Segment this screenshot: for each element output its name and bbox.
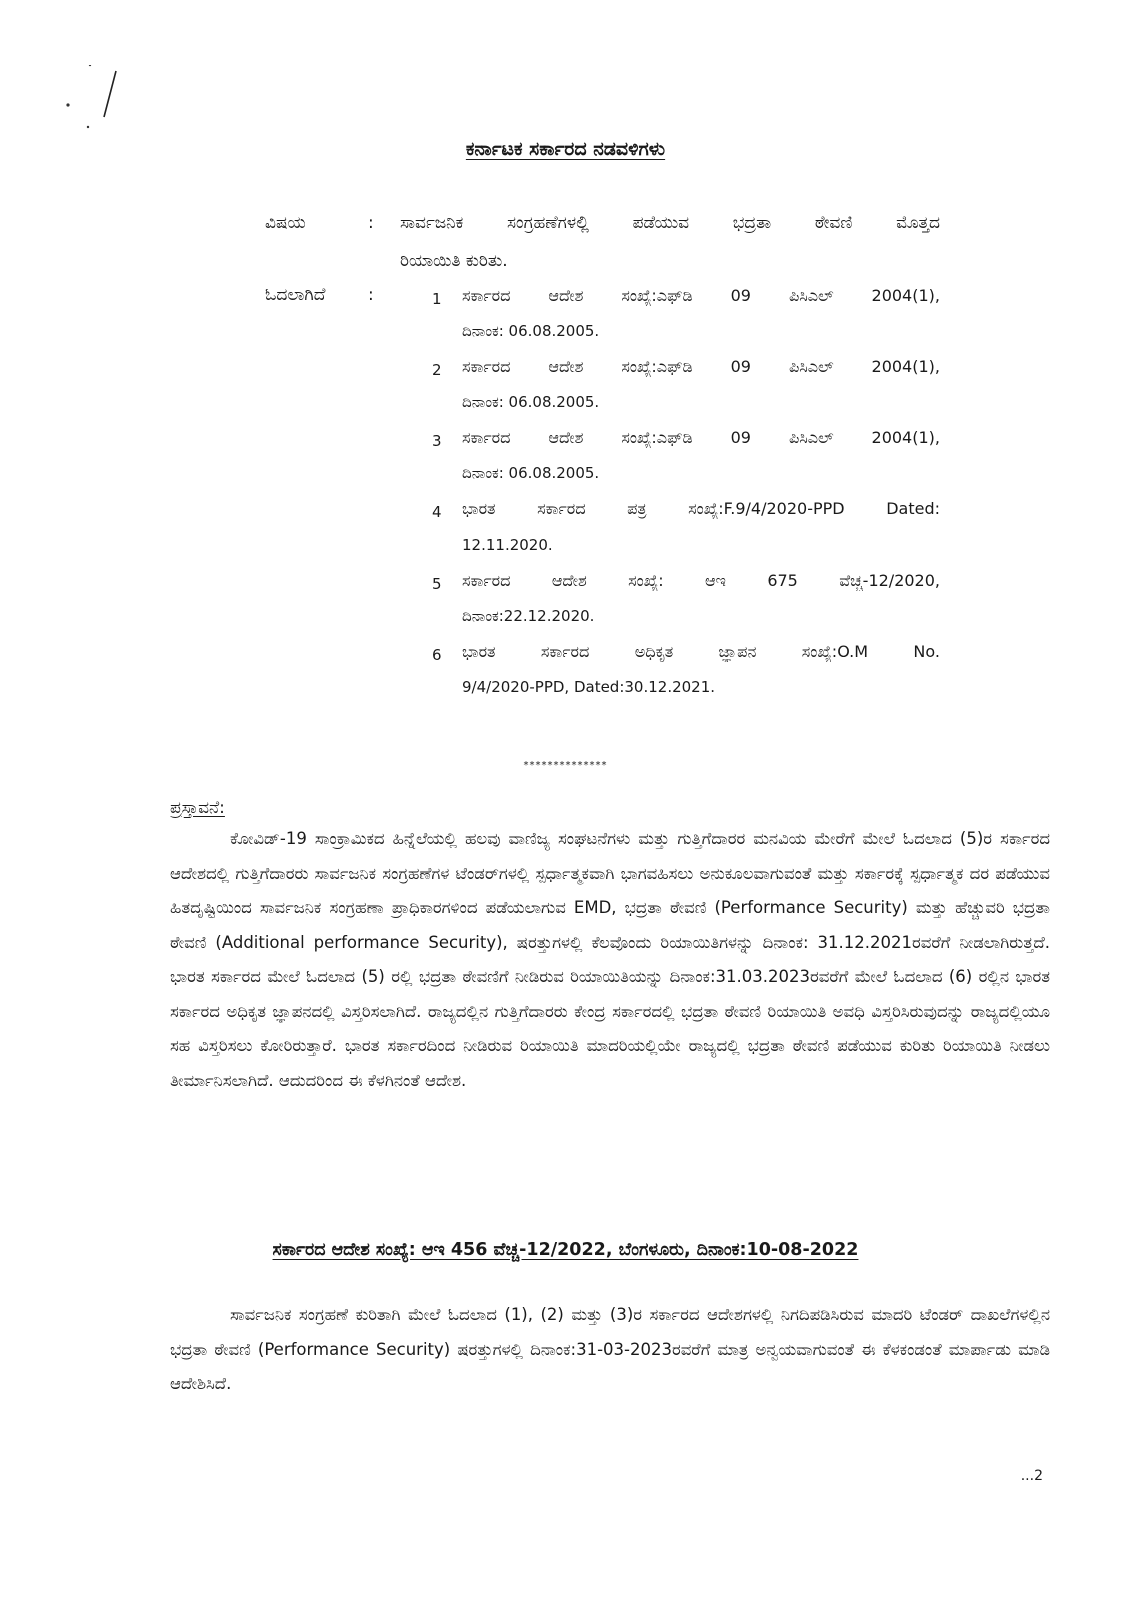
subject-line-2: ರಿಯಾಯಿತಿ ಕುರಿತು.	[400, 251, 508, 271]
preamble-title: ಪ್ರಸ್ತಾವನೆ:	[170, 798, 225, 818]
reference-number: 1	[432, 290, 442, 308]
reference-date: ದಿನಾಂಕ:22.12.2020.	[462, 607, 595, 625]
references-colon: :	[368, 285, 374, 305]
reference-date: ದಿನಾಂಕ: 06.08.2005.	[462, 393, 600, 411]
preamble-paragraph	[170, 822, 1050, 1098]
reference-date: 12.11.2020.	[462, 536, 553, 554]
preamble-body: ಕೋವಿಡ್-19 ಸಾಂಕ್ರಾಮಿಕದ ಹಿನ್ನೆಲೆಯಲ್ಲಿ ಹಲವು ವಾಣಿಜ್ಯ ಸಂಘಟನೆಗಳು ಮತ್ತು ಗುತ್ತಿಗೆದಾರರ ಮನವಿಯ ಮೇರೆಗೆ ಮೇಲೆ ಓದಲಾದ (5)ರ ಸರ್ಕಾರದ ಆದೇಶದಲ್ಲಿ ಗುತ್ತಿಗೆದಾರರು ಸಾರ್ವಜನಿಕ ಸಂಗ್ರಹಣೆಗಳ ಟೆಂಡರ್‌ಗಳಲ್ಲಿ ಸ್ಪರ್ಧಾತ್ಮಕವಾಗಿ ಭಾಗವಹಿಸಲು ಅನುಕೂಲವಾಗುವಂತೆ ಮತ್ತು ಸರ್ಕಾರಕ್ಕೆ ಸ್ಪರ್ಧಾತ್ಮಕ ದರ ಪಡೆಯುವ ಹಿತದೃಷ್ಟಿಯಿಂದ ಸಾರ್ವಜನಿಕ ಸಂಗ್ರಹಣಾ ಪ್ರಾಧಿಕಾರಗಳಿಂದ ಪಡೆಯಲಾಗುವ EMD, ಭದ್ರತಾ ಠೇವಣಿ (Performance Security) ಮತ್ತು ಹೆಚ್ಚುವರಿ ಭದ್ರತಾ ಠೇವಣಿ (Additional performance Security), ಷರತ್ತುಗಳಲ್ಲಿ ಕೆಲವೊಂದು ರಿಯಾಯಿತಿಗಳನ್ನು ದಿನಾಂಕ: 31.12.2021ರವರೆಗೆ ನೀಡಲಾಗಿರುತ್ತದೆ. ಭಾರತ ಸರ್ಕಾರದ ಮೇಲೆ ಓದಲಾದ (5) ರಲ್ಲಿ ಭದ್ರತಾ ಠೇವಣಿಗೆ ನೀಡಿರುವ ರಿಯಾಯಿತಿಯನ್ನು ದಿನಾಂಕ:31.03.2023ರವರೆಗೆ ಮೇಲೆ ಓದಲಾದ (6) ರಲ್ಲಿನ ಭಾರತ ಸರ್ಕಾರದ ಅಧಿಕೃತ ಜ್ಞಾಪನದಲ್ಲಿ ವಿಸ್ತರಿಸಲಾಗಿದೆ. ರಾಜ್ಯದಲ್ಲಿನ ಗುತ್ತಿಗೆದಾರರು ಕೇಂದ್ರ ಸರ್ಕಾರದಲ್ಲಿ ಭದ್ರತಾ ಠೇವಣಿ ರಿಯಾಯಿತಿ ಅವಧಿ ವಿಸ್ತರಿಸಿರುವುದನ್ನು ರಾಜ್ಯದಲ್ಲಿಯೂ ಸಹ ವಿಸ್ತರಿಸಲು ಕೋರಿರುತ್ತಾರೆ. ಭಾರತ ಸರ್ಕಾರದಿಂದ ನೀಡಿರುವ ರಿಯಾಯಿತಿ ಮಾದರಿಯಲ್ಲಿಯೇ ರಾಜ್ಯದಲ್ಲಿ ಭದ್ರತಾ ಠೇವಣಿ ಪಡೆಯುವ ಕುರಿತು ರಿಯಾಯಿತಿ ನೀಡಲು ತೀರ್ಮಾನಿಸಲಾಗಿದೆ. ಆದುದರಿಂದ ಈ ಕೆಳಗಿನಂತೆ ಆದೇಶ.	[170, 829, 1050, 1090]
reference-text: ಸರ್ಕಾರದ ಆದೇಶ ಸಂಖ್ಯೆ:ಎಫ್‌ಡಿ 09 ಪಿಸಿಎಲ್ 2004(1),	[462, 286, 940, 305]
reference-date: 9/4/2020-PPD, Dated:30.12.2021.	[462, 678, 716, 696]
reference-number: 6	[432, 646, 442, 664]
subject-colon: :	[368, 213, 374, 233]
section-separator: **************	[523, 760, 608, 771]
reference-text: ಸರ್ಕಾರದ ಆದೇಶ ಸಂಖ್ಯೆ:ಎಫ್‌ಡಿ 09 ಪಿಸಿಎಲ್ 2004(1),	[462, 428, 940, 447]
reference-text: ಸರ್ಕಾರದ ಆದೇಶ ಸಂಖ್ಯೆ: ಆಇ 675 ವೆಚ್ಚ-12/2020,	[462, 571, 940, 590]
order-body: ಸಾರ್ವಜನಿಕ ಸಂಗ್ರಹಣೆ ಕುರಿತಾಗಿ ಮೇಲೆ ಓದಲಾದ (1), (2) ಮತ್ತು (3)ರ ಸರ್ಕಾರದ ಆದೇಶಗಳಲ್ಲಿ ನಿಗದಿಪಡಿಸಿರುವ ಮಾದರಿ ಟೆಂಡರ್ ದಾಖಲೆಗಳಲ್ಲಿನ ಭದ್ರತಾ ಠೇವಣಿ (Performance Security) ಷರತ್ತುಗಳಲ್ಲಿ ದಿನಾಂಕ:31-03-2023ರವರೆಗೆ ಮಾತ್ರ ಅನ್ವಯವಾಗುವಂತೆ ಈ ಕೆಳಕಂಡಂತೆ ಮಾರ್ಪಾಡು ಮಾಡಿ ಆದೇಶಿಸಿದೆ.	[170, 1305, 1050, 1393]
reference-text: ಸರ್ಕಾರದ ಆದೇಶ ಸಂಖ್ಯೆ:ಎಫ್‌ಡಿ 09 ಪಿಸಿಎಲ್ 2004(1),	[462, 357, 940, 376]
subject-line-1: ಸಾರ್ವಜನಿಕ ಸಂಗ್ರಹಣೆಗಳಲ್ಲಿ ಪಡೆಯುವ ಭದ್ರತಾ ಠೇವಣಿ ಮೊತ್ತದ	[400, 213, 940, 233]
subject-label: ವಿಷಯ	[265, 213, 306, 233]
reference-number: 2	[432, 361, 442, 379]
order-title: ಸರ್ಕಾರದ ಆದೇಶ ಸಂಖ್ಯೆ: ಆಇ 456 ವೆಚ್ಚ-12/2022, ಬೆಂಗಳೂರು, ದಿನಾಂಕ:10-08-2022	[272, 1240, 859, 1260]
reference-date: ದಿನಾಂಕ: 06.08.2005.	[462, 322, 600, 340]
order-paragraph	[170, 1298, 1050, 1402]
reference-number: 4	[432, 503, 442, 521]
reference-date: ದಿನಾಂಕ: 06.08.2005.	[462, 464, 600, 482]
handwritten-mark	[60, 65, 120, 135]
document-heading: ಕರ್ನಾಟಕ ಸರ್ಕಾರದ ನಡವಳಿಗಳು	[465, 138, 666, 160]
reference-text: ಭಾರತ ಸರ್ಕಾರದ ಪತ್ರ ಸಂಖ್ಯೆ:F.9/4/2020-PPD Dated:	[462, 499, 940, 518]
reference-number: 3	[432, 432, 442, 450]
references-label: ಓದಲಾಗಿದೆ	[265, 285, 326, 305]
reference-number: 5	[432, 575, 442, 593]
reference-text: ಭಾರತ ಸರ್ಕಾರದ ಅಧಿಕೃತ ಜ್ಞಾಪನ ಸಂಖ್ಯೆ:O.M No.	[462, 642, 940, 661]
page-continuation: ...2	[1020, 1468, 1043, 1484]
